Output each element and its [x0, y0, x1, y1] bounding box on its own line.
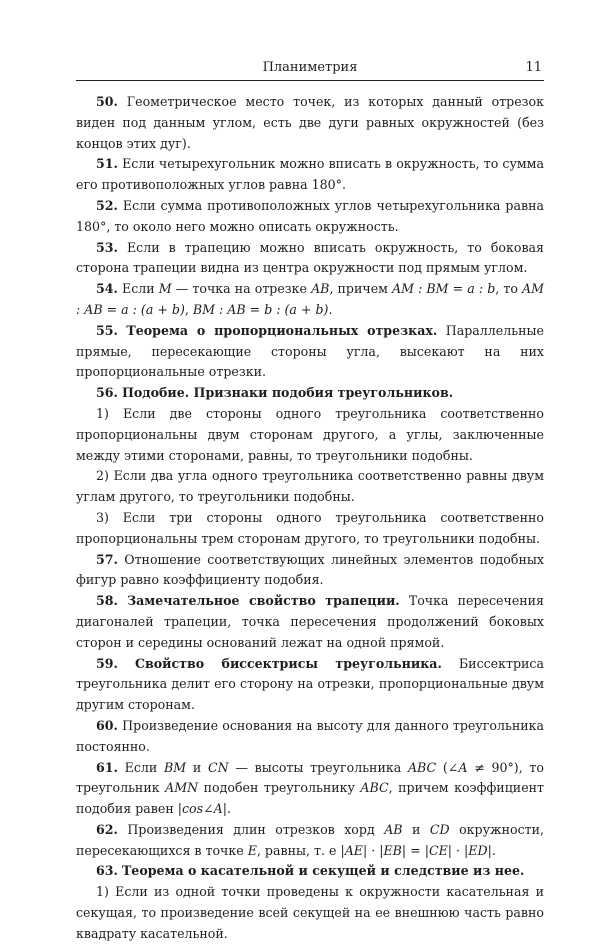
item-61	[76, 758, 544, 820]
math-formula: AM : BM = a : b	[392, 281, 496, 297]
item-title: Замечательное свойство трапеции.	[127, 593, 400, 609]
math-formula: |AE| · |EB| = |CE| · |ED|	[340, 842, 492, 858]
item-text: Отношение соответствующих линейных элементов подобных фигур равно коэффициенту подобия.	[76, 551, 544, 588]
item-text: .	[328, 301, 333, 317]
page-body	[76, 92, 544, 945]
header-title: Планиметрия	[262, 60, 358, 75]
item-text: подобен треугольнику	[198, 780, 361, 796]
math-var: ABC	[360, 780, 389, 796]
item-number: 60.	[96, 717, 118, 733]
item-title: Теорема о касательной и секущей и следствие из нее.	[121, 863, 525, 879]
math-var: A	[458, 759, 468, 775]
item-58	[76, 591, 544, 653]
item-number: 57.	[96, 551, 118, 567]
item-text: Параллельные прямые, пересекающие стороны угла, высекают на них пропорциональные отрезки.	[76, 322, 544, 380]
item-text: ≠ 90°), то треугольник	[76, 759, 544, 796]
item-text: 3) Если три стороны одного треугольника соответственно пропорциональны трем сторонам другого, то треугольники подобны.	[76, 509, 544, 546]
item-63	[76, 861, 544, 882]
item-number: 58.	[96, 593, 118, 609]
item-number: 51.	[96, 156, 118, 172]
item-text: (∠	[436, 759, 459, 775]
math-var: CD	[429, 821, 450, 837]
item-57	[76, 550, 544, 592]
item-text: Если	[124, 759, 164, 775]
page-number: 11	[525, 60, 542, 75]
item-59	[76, 654, 544, 716]
item-text: Если	[122, 281, 159, 297]
item-text: Произведение основания на высоту для данного треугольника постоянно.	[76, 717, 544, 754]
item-62	[76, 820, 544, 862]
item-54	[76, 279, 544, 321]
item-text: , причем коэффициент подобия равен	[76, 780, 545, 817]
math-formula: BM : AB = b : (a + b)	[192, 301, 329, 317]
item-title: Подобие. Признаки подобия треугольников.	[121, 385, 454, 401]
item-55	[76, 321, 544, 383]
item-text: 1) Если из одной точки проведены к окружности касательная и секущая, то произведение всей секущей на ее внешнюю часть равно квадрату касательной.	[76, 884, 544, 941]
item-number: 55.	[96, 322, 118, 338]
math-var: E	[247, 842, 257, 858]
item-text: Произведения длин отрезков хорд	[127, 821, 385, 837]
item-56-3	[76, 508, 544, 550]
item-53	[76, 238, 544, 280]
item-number: 59.	[96, 655, 118, 671]
item-52	[76, 196, 544, 238]
item-text: , то	[495, 281, 522, 297]
item-text: Если в трапецию можно вписать окружность, то боковая сторона трапеции видна из центра окружности под прямым углом.	[76, 239, 544, 276]
running-header	[76, 60, 544, 81]
item-56-1	[76, 404, 544, 466]
item-number: 63.	[96, 863, 118, 879]
item-text: Если сумма противоположных углов четырехугольника равна 180°, то около него можно описать окружность.	[76, 197, 544, 234]
item-60	[76, 716, 544, 758]
item-title: Теорема о пропорциональных отрезках.	[126, 322, 438, 338]
math-formula: |cos∠A|	[177, 801, 227, 817]
item-text: , причем	[329, 281, 393, 297]
item-text: окружности, пересекающихся в точке	[76, 821, 544, 858]
item-text: и	[186, 759, 208, 775]
item-text: 1) Если две стороны одного треугольника соответственно пропорциональны двум сторонам другого, а углы, заключенные между этими сторонами, равны, то треугольники подобны.	[76, 405, 544, 463]
item-63-1	[76, 882, 544, 944]
item-text: 2) Если два угла одного треугольника соответственно равны двум углам другого, то треугольники подобны.	[76, 468, 544, 505]
math-var: CN	[207, 759, 229, 775]
item-text: .	[491, 842, 496, 858]
math-var: AMN	[165, 780, 199, 796]
item-text: Если четырехугольник можно вписать в окружность, то сумма его противоположных углов равна 180°.	[76, 156, 544, 193]
item-56	[76, 383, 544, 404]
item-text: Точка пересечения диагоналей трапеции, точка пересечения продолжений боковых сторон и середины оснований лежат на одной прямой.	[76, 593, 545, 650]
item-text: ,	[184, 301, 193, 317]
math-var: ABC	[407, 759, 437, 775]
item-text: и	[402, 821, 430, 837]
item-text: — точка на отрезке	[171, 281, 312, 297]
item-number: 54.	[96, 281, 118, 297]
item-number: 53.	[96, 239, 118, 255]
item-50	[76, 92, 544, 154]
item-number: 56.	[96, 385, 118, 401]
math-var: AB	[311, 281, 330, 297]
item-number: 62.	[96, 821, 118, 837]
item-number: 50.	[96, 94, 118, 109]
item-number: 61.	[96, 759, 118, 775]
item-text: Биссектриса треугольника делит его сторону на отрезки, пропорциональные двум другим сторонам.	[76, 655, 544, 713]
item-number: 52.	[96, 197, 118, 213]
item-text: , равны, т. е	[256, 842, 341, 858]
item-text: .	[226, 801, 231, 817]
math-var: AB	[384, 821, 403, 837]
math-formula: AM : AB = a : (a + b)	[76, 281, 544, 317]
item-51	[76, 154, 544, 196]
item-text: — высоты треугольника	[228, 759, 408, 775]
item-title: Свойство биссектрисы треугольника.	[134, 655, 442, 671]
math-var: BM	[164, 759, 187, 775]
item-text: Геометрическое место точек, из которых данный отрезок виден под данным углом, есть две дуги равных окружностей (без концов этих дуг).	[76, 94, 544, 151]
math-var: M	[158, 281, 172, 297]
item-56-2	[76, 466, 544, 508]
